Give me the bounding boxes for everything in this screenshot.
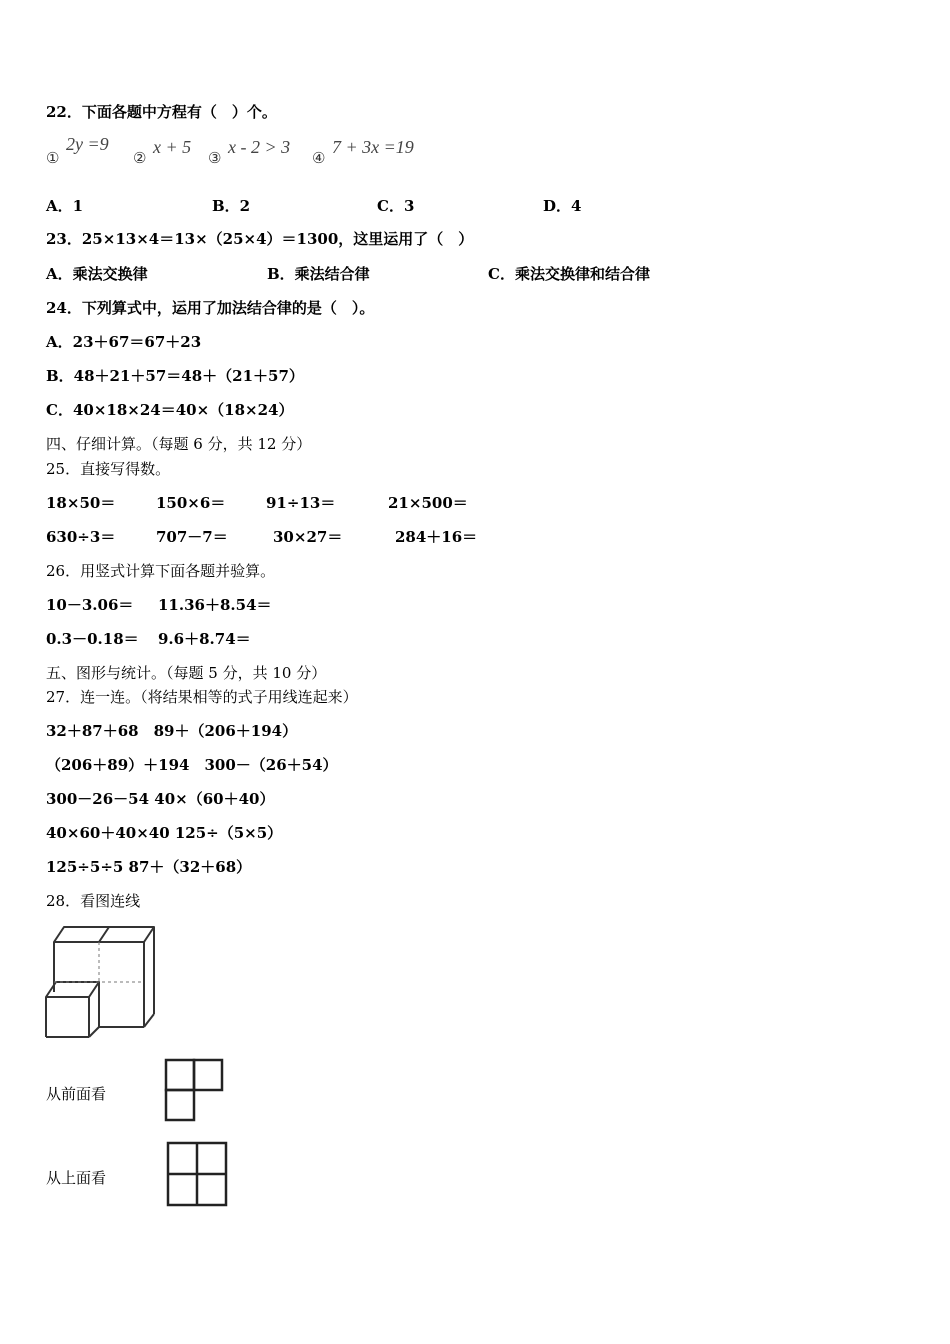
q27-stem: 27．连一连。（将结果相等的式子用线连起来） — [46, 688, 358, 706]
q22-option-c: C．3 — [377, 197, 415, 215]
q23-stem: 23．25×13×4＝13×（25×4）＝1300，这里运用了（ ） — [46, 230, 474, 248]
q22-mark-2: ② — [133, 149, 147, 167]
q25-stem: 25．直接写得数。 — [46, 460, 171, 478]
q27-row-2: （206＋89）＋194 300－（26＋54） — [46, 756, 338, 774]
q25-item-6: 707－7＝ — [156, 528, 228, 546]
q25-item-1: 18×50＝ — [46, 494, 116, 512]
section-5-title: 五、图形与统计。（每题 5 分，共 10 分） — [46, 664, 327, 682]
q27-row-4: 40×60＋40×40 125÷（5×5） — [46, 824, 283, 842]
q22-eq-4: 7 + 3x =19 — [332, 137, 414, 157]
q22-option-b: B．2 — [212, 197, 251, 215]
q22-mark-4: ④ — [312, 149, 326, 167]
q25-item-4: 21×500＝ — [388, 494, 468, 512]
q24-stem: 24．下列算式中，运用了加法结合律的是（ ）。 — [46, 299, 375, 317]
q22-mark-3: ③ — [208, 149, 222, 167]
q23-option-c: C．乘法交换律和结合律 — [488, 265, 650, 283]
q26-item-4: 9.6＋8.74＝ — [158, 630, 251, 648]
q23-option-a: A．乘法交换律 — [46, 265, 148, 283]
q22-eq-2: x + 5 — [153, 137, 192, 157]
q27-row-5: 125÷5÷5 87＋（32＋68） — [46, 858, 252, 876]
q24-option-a: A．23＋67＝67＋23 — [46, 333, 202, 351]
q22-eq-1: 2y =9 — [66, 134, 109, 154]
section-4-title: 四、仔细计算。（每题 6 分，共 12 分） — [46, 435, 312, 453]
q25-item-5: 630÷3＝ — [46, 528, 116, 546]
q25-item-7: 30×27＝ — [273, 528, 343, 546]
q22-option-a: A．1 — [46, 197, 84, 215]
q28-top-label: 从上面看 — [46, 1169, 107, 1187]
q25-item-2: 150×6＝ — [156, 494, 226, 512]
cube-figure — [44, 922, 160, 1040]
q28-stem: 28．看图连线 — [46, 892, 141, 910]
q22-mark-1: ① — [46, 149, 60, 167]
q25-item-3: 91÷13＝ — [266, 494, 336, 512]
q22-option-d: D．4 — [543, 197, 582, 215]
q26-item-3: 0.3－0.18＝ — [46, 630, 139, 648]
top-view-grid — [164, 1139, 230, 1209]
q27-row-3: 300－26－54 40×（60＋40） — [46, 790, 275, 808]
q26-stem: 26．用竖式计算下面各题并验算。 — [46, 562, 276, 580]
q22-stem: 22．下面各题中方程有（ ）个。 — [46, 103, 277, 121]
q26-item-1: 10－3.06＝ — [46, 596, 134, 614]
q24-option-b: B．48＋21＋57＝48＋（21＋57） — [46, 367, 304, 385]
front-view-grid — [162, 1056, 226, 1124]
q25-item-8: 284＋16＝ — [395, 528, 478, 546]
q24-option-c: C．40×18×24＝40×（18×24） — [46, 401, 294, 419]
q27-row-1: 32＋87＋68 89＋（206＋194） — [46, 722, 298, 740]
q23-option-b: B．乘法结合律 — [267, 265, 370, 283]
q22-eq-3: x - 2 > 3 — [228, 137, 291, 157]
q28-front-label: 从前面看 — [46, 1085, 107, 1103]
q26-item-2: 11.36＋8.54＝ — [158, 596, 272, 614]
